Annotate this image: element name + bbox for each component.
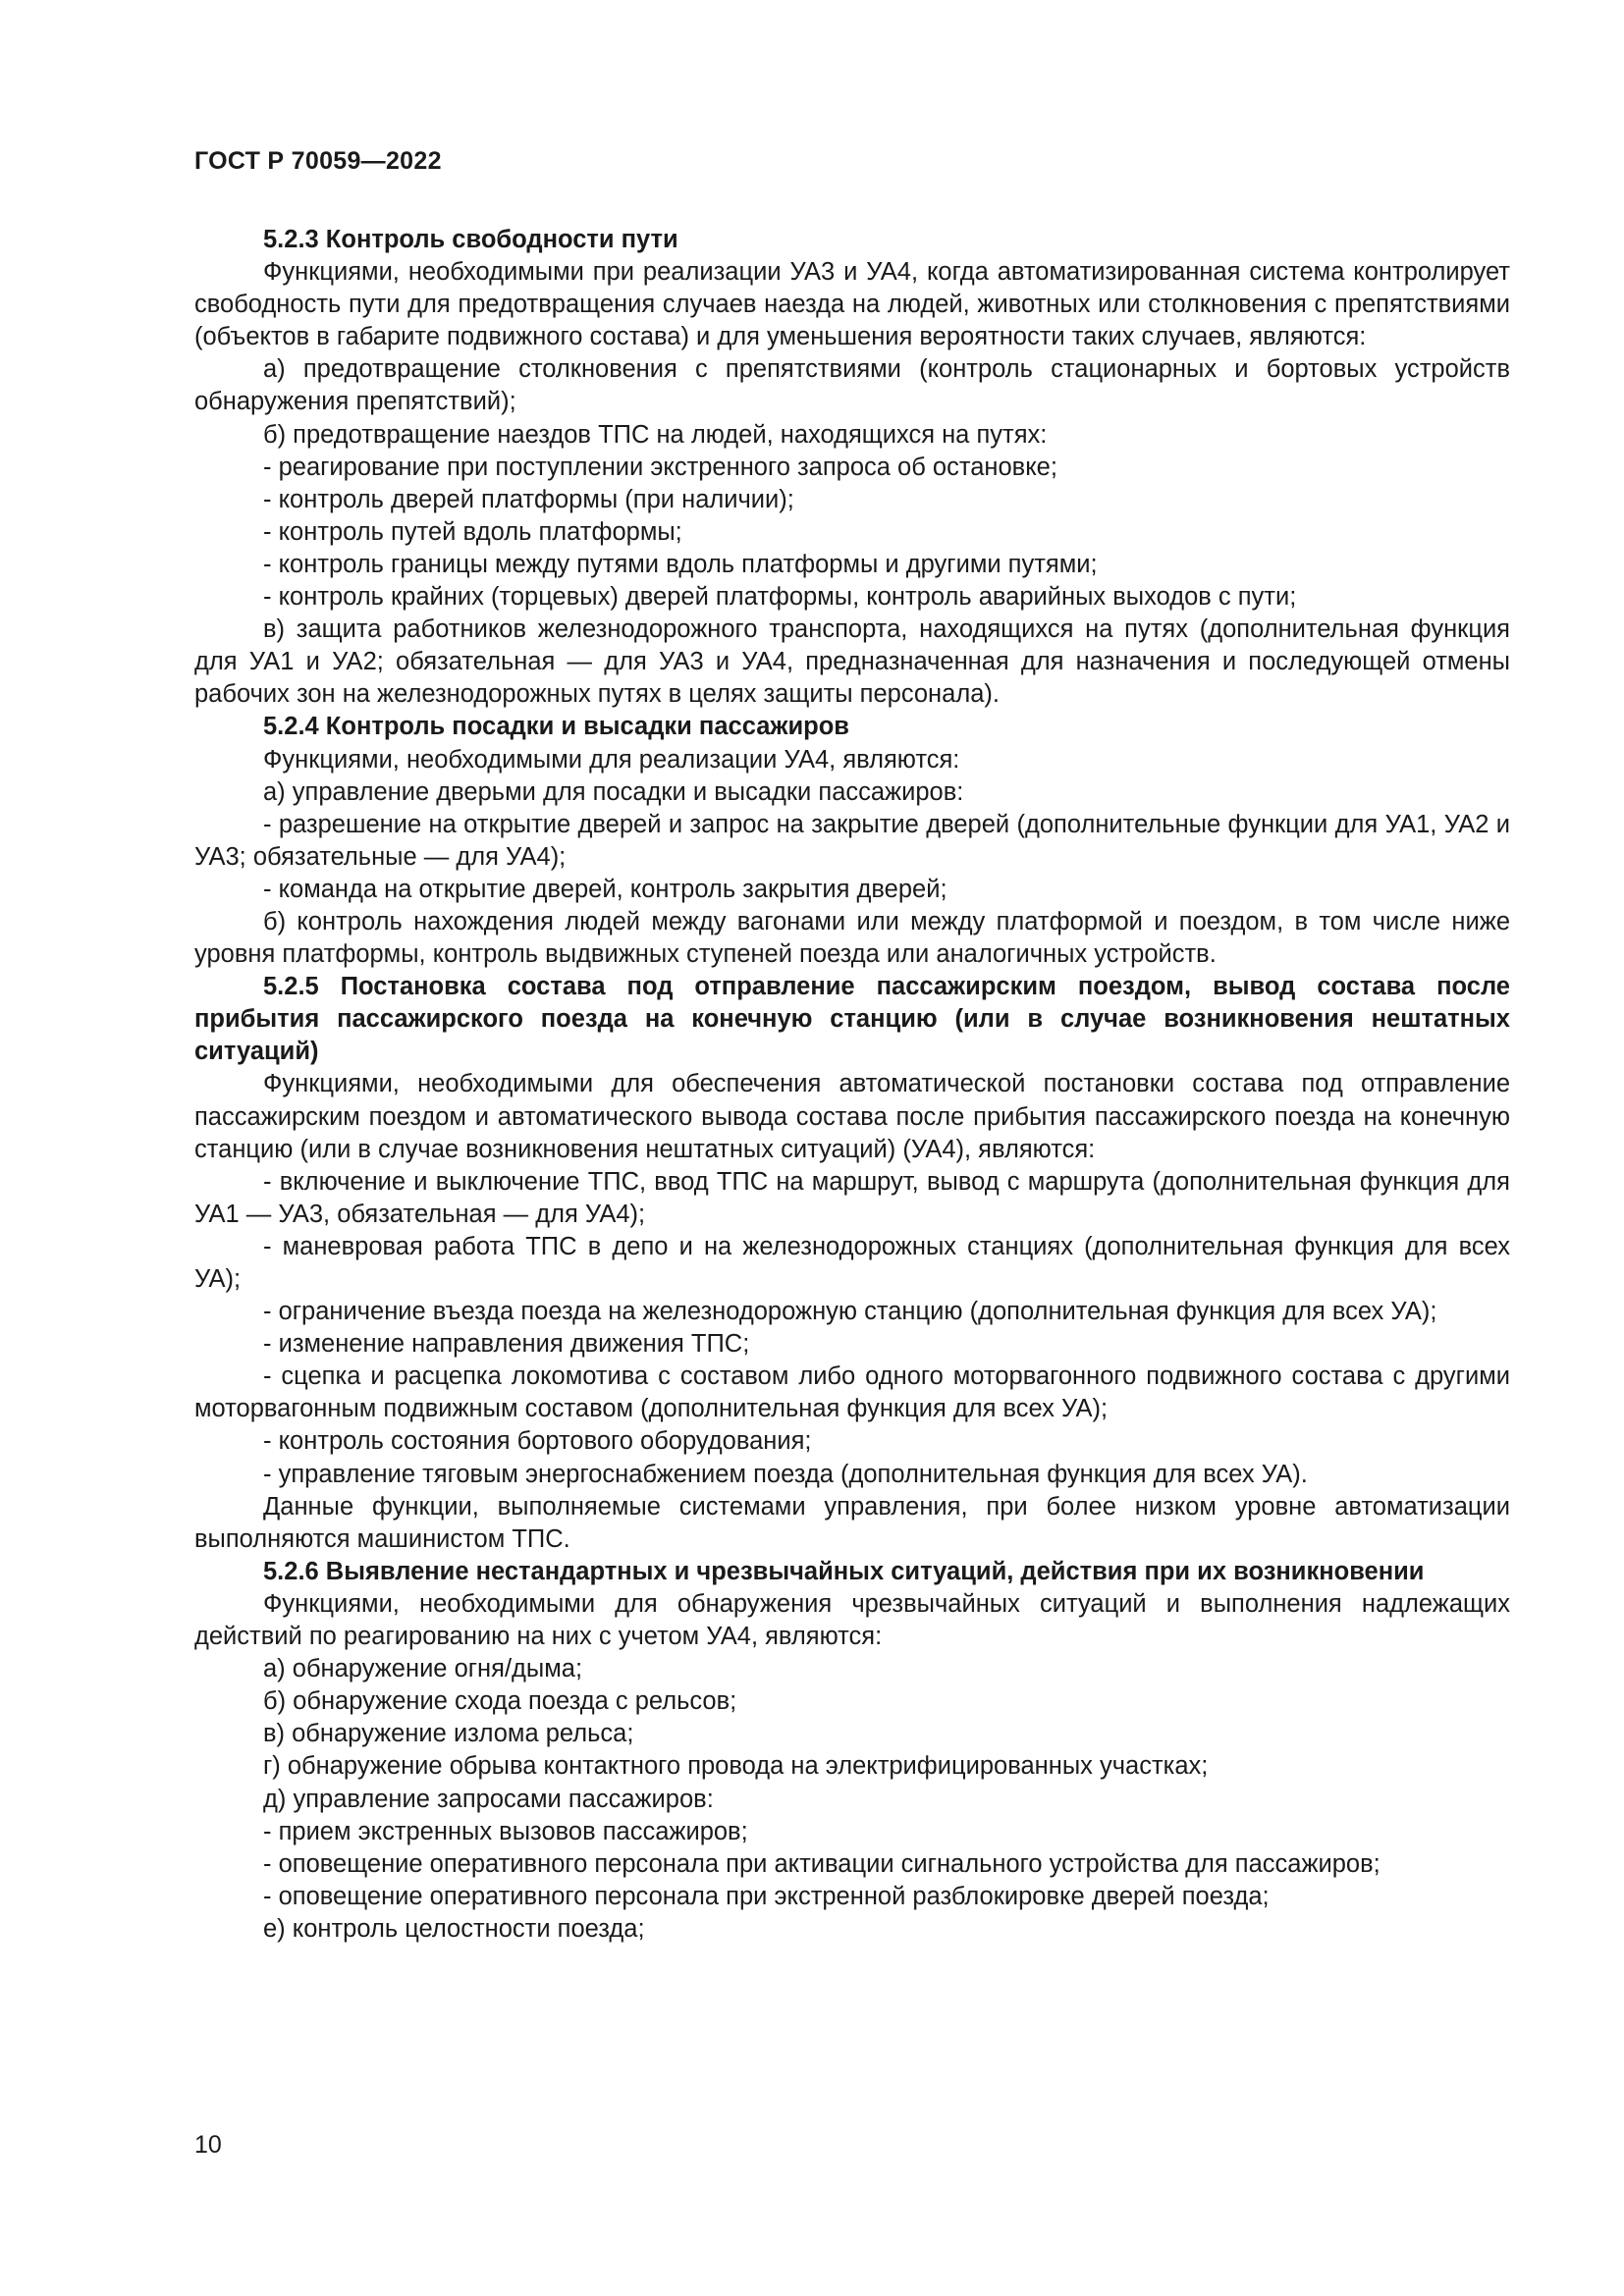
list-item: - контроль крайних (торцевых) дверей платформы, контроль аварийных выходов с пути; [263,583,1297,612]
list-item: - контроль путей вдоль платформы; [263,517,682,546]
list-item: - контроль границы между путями вдоль платформы и другими путями; [263,550,1098,578]
list-item: - сцепка и расцепка локомотива с составом либо одного моторвагонного подвижного состава с другими моторвагонным подвижным составом (дополнительная функция для всех УА); [194,1362,1510,1423]
list-item: е) контроль целостности поезда; [263,1914,645,1943]
list-item: а) управление дверьми для посадки и высадки пассажиров: [263,777,964,806]
list-item: б) контроль нахождения людей между вагонами или между платформой и поездом, в том числе ниже уровня платформы, контроль выдвижных ступеней поезда или аналогичных устройств. [194,907,1510,969]
list-item: - маневровая работа ТПС в депо и на железнодорожных станциях (дополнительная функция для всех УА); [194,1232,1510,1293]
document-body [194,224,1510,1946]
paragraph: Функциями, необходимыми для реализации УА4, являются: [263,745,960,774]
list-item: - оповещение оперативного персонала при активации сигнального устройства для пассажиров; [263,1849,1380,1878]
section-heading: 5.2.3 Контроль свободности пути [263,226,678,253]
list-item: - управление тяговым энергоснабжением поезда (дополнительная функция для всех УА). [263,1460,1308,1488]
list-item: а) обнаружение огня/дыма; [263,1655,583,1683]
list-item: в) обнаружение излома рельса; [263,1720,634,1748]
list-item: - ограничение въезда поезда на железнодорожную станцию (дополнительная функция для всех УА); [263,1298,1437,1326]
list-item: д) управление запросами пассажиров: [263,1785,714,1813]
list-item: - прием экстренных вызовов пассажиров; [263,1817,748,1845]
list-item: - включение и выключение ТПС, ввод ТПС на маршрут, вывод с маршрута (дополнительная функция для УА1 — УА3, обязательная — для УА4); [194,1167,1510,1228]
paragraph: Функциями, необходимыми при реализации УА3 и УА4, когда автоматизированная система контролирует свободность пути для предотвращения случаев наезда на людей, животных или столкновения с препятствиями (объектов в габарите подвижного состава) и для уменьшения вероятности таких случаев, являются: [194,258,1510,351]
section-heading: 5.2.5 Постановка состава под отправление пассажирским поездом, вывод состава после прибытия пассажирского поезда на конечную станцию (или в случае возникновения нештатных ситуаций) [194,973,1510,1066]
list-item: - изменение направления движения ТПС; [263,1330,750,1359]
list-item: - разрешение на открытие дверей и запрос на закрытие дверей (дополнительные функции для УА1, УА2 и УА3; обязательные — для УА4); [194,810,1510,871]
page-number: 10 [194,2131,222,2159]
document-header: ГОСТ Р 70059—2022 [194,147,442,175]
paragraph: Функциями, необходимыми для обнаружения чрезвычайных ситуаций и выполнения надлежащих действий по реагированию на них с учетом УА4, являются: [194,1589,1510,1651]
paragraph: Функциями, необходимыми для обеспечения автоматической постановки состава под отправление пассажирским поездом и автоматического вывода состава после прибытия пассажирского поезда на конечную станцию (или в случае возникновения нештатных ситуаций) (УА4), являются: [194,1070,1510,1163]
list-item: - реагирование при поступлении экстренного запроса об остановке; [263,453,1057,481]
list-item: - команда на открытие дверей, контроль закрытия дверей; [263,875,947,903]
list-item: б) предотвращение наездов ТПС на людей, находящихся на путях: [263,420,1048,449]
paragraph: Данные функции, выполняемые системами управления, при более низком уровне автоматизации выполняются машинистом ТПС. [194,1492,1510,1553]
list-item: - контроль дверей платформы (при наличии); [263,485,794,513]
section-heading: 5.2.6 Выявление нестандартных и чрезвычайных ситуаций, действия при их возникновении [263,1557,1425,1585]
list-item: - оповещение оперативного персонала при экстренной разблокировке дверей поезда; [263,1882,1270,1910]
list-item: б) обнаружение схода поезда с рельсов; [263,1687,737,1716]
section-heading: 5.2.4 Контроль посадки и высадки пассажиров [263,713,849,741]
list-item: в) защита работников железнодорожного транспорта, находящихся на путях (дополнительная функция для УА1 и УА2; обязательная — для УА3 и УА4, предназначенная для назначения и последующей отмены рабочих зон на железнодорожных путях в целях защиты персонала). [194,615,1510,709]
list-item: г) обнаружение обрыва контактного провода на электрифицированных участках; [263,1752,1209,1781]
list-item: - контроль состояния бортового оборудования; [263,1427,812,1456]
list-item: а) предотвращение столкновения с препятствиями (контроль стационарных и бортовых устройств обнаружения препятствий); [194,355,1510,416]
